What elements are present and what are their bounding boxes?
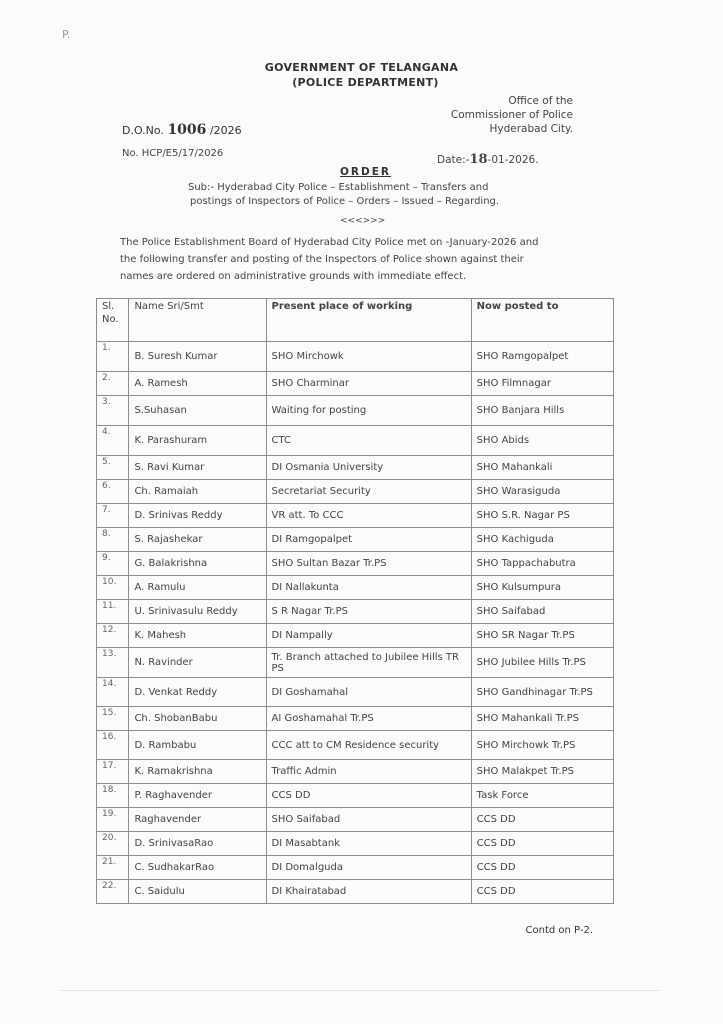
present-place-cell: DI Khairatabad [266, 880, 471, 904]
present-place-cell: DI Nallakunta [266, 576, 471, 600]
name-cell: C. Saidulu [129, 880, 266, 904]
present-place-cell: SHO Mirchowk [266, 342, 471, 372]
body-line-2: the following transfer and posting of the Inspectors of Police shown against their [120, 254, 524, 265]
name-cell: D. SrinivasaRao [129, 832, 266, 856]
posted-to-cell: SHO Ramgopalpet [471, 342, 613, 372]
table-body [97, 342, 614, 904]
posted-to-cell: SHO Tappachabutra [471, 552, 613, 576]
present-place-cell: CCC att to CM Residence security [266, 731, 471, 760]
present-place-cell: DI Goshamahal [266, 678, 471, 707]
present-place-cell: SHO Sultan Bazar Tr.PS [266, 552, 471, 576]
sl-cell: 4. [97, 426, 129, 456]
name-cell: U. Srinivasulu Reddy [129, 600, 266, 624]
header-present-place: Present place of working [266, 299, 471, 342]
name-cell: D. Srinivas Reddy [129, 504, 266, 528]
name-cell: B. Suresh Kumar [129, 342, 266, 372]
office-line-2: Commissioner of Police [450, 109, 573, 121]
present-place-cell: SHO Charminar [266, 372, 471, 396]
table-row [97, 576, 614, 600]
sl-cell: 7. [97, 504, 129, 528]
table-row [97, 504, 614, 528]
posted-to-cell: SHO Jubilee Hills Tr.PS [471, 648, 613, 678]
order-heading: ORDER [340, 166, 391, 178]
transfer-table [96, 298, 614, 904]
order-body [120, 234, 614, 285]
posted-to-cell: CCS DD [471, 856, 613, 880]
date-suffix: -01-2026. [487, 154, 539, 166]
name-cell: Raghavender [129, 808, 266, 832]
table-row [97, 342, 614, 372]
continued-note: Contd on P-2. [525, 925, 593, 936]
sl-cell: 16. [97, 731, 129, 760]
sl-cell: 15. [97, 707, 129, 731]
posted-to-cell: SHO S.R. Nagar PS [471, 504, 613, 528]
table-row [97, 396, 614, 426]
name-cell: S.Suhasan [129, 396, 266, 426]
posted-to-cell: SHO Saifabad [471, 600, 613, 624]
name-cell: A. Ramulu [129, 576, 266, 600]
present-place-cell: SHO Saifabad [266, 808, 471, 832]
table-row [97, 880, 614, 904]
sl-cell: 20. [97, 832, 129, 856]
present-place-cell: AI Goshamahal Tr.PS [266, 707, 471, 731]
sl-cell: 11. [97, 600, 129, 624]
do-number [122, 122, 242, 138]
margin-mark: P. [62, 28, 71, 41]
sl-cell: 12. [97, 624, 129, 648]
office-line-3: Hyderabad City. [489, 123, 573, 135]
page-edge-line [60, 990, 660, 991]
table-row [97, 760, 614, 784]
posted-to-cell: CCS DD [471, 880, 613, 904]
table-row [97, 426, 614, 456]
table-row [97, 456, 614, 480]
government-title: GOVERNMENT OF TELANGANA [264, 61, 459, 74]
sl-cell: 1. [97, 342, 129, 372]
name-cell: D. Venkat Reddy [129, 678, 266, 707]
name-cell: N. Ravinder [129, 648, 266, 678]
present-place-cell: Secretariat Security [266, 480, 471, 504]
posted-to-cell: SHO Banjara Hills [471, 396, 613, 426]
header-sl-no: Sl. No. [97, 299, 129, 342]
present-place-cell: DI Ramgopalpet [266, 528, 471, 552]
order-date [437, 152, 539, 167]
posted-to-cell: SHO Malakpet Tr.PS [471, 760, 613, 784]
name-cell: P. Raghavender [129, 784, 266, 808]
office-line-1: Office of the [508, 95, 573, 107]
sl-cell: 3. [97, 396, 129, 426]
sl-cell: 6. [97, 480, 129, 504]
posted-to-cell: SHO Warasiguda [471, 480, 613, 504]
subject-line-2: postings of Inspectors of Police – Orders – Issued – Regarding. [190, 196, 500, 207]
present-place-cell: VR att. To CCC [266, 504, 471, 528]
present-place-cell: S R Nagar Tr.PS [266, 600, 471, 624]
table-row [97, 856, 614, 880]
sl-cell: 21. [97, 856, 129, 880]
header-posted-to: Now posted to [471, 299, 613, 342]
do-number-prefix: D.O.No. [122, 124, 164, 137]
posted-to-cell: CCS DD [471, 808, 613, 832]
present-place-cell: DI Masabtank [266, 832, 471, 856]
posted-to-cell: SHO Kulsumpura [471, 576, 613, 600]
department-subtitle: (POLICE DEPARTMENT) [292, 76, 439, 89]
name-cell: C. SudhakarRao [129, 856, 266, 880]
do-number-handwritten: 1006 [167, 122, 207, 138]
present-place-cell: DI Osmania University [266, 456, 471, 480]
do-number-suffix: /2026 [209, 124, 242, 137]
date-prefix: Date:- [437, 154, 470, 166]
present-place-cell: DI Nampally [266, 624, 471, 648]
present-place-cell: DI Domalguda [266, 856, 471, 880]
sl-cell: 9. [97, 552, 129, 576]
name-cell: K. Mahesh [129, 624, 266, 648]
table-row [97, 528, 614, 552]
sl-cell: 13. [97, 648, 129, 678]
posted-to-cell: SHO Abids [471, 426, 613, 456]
posted-to-cell: CCS DD [471, 832, 613, 856]
table-row [97, 678, 614, 707]
present-place-cell: Waiting for posting [266, 396, 471, 426]
sl-cell: 18. [97, 784, 129, 808]
sl-cell: 22. [97, 880, 129, 904]
posted-to-cell: SHO Mahankali [471, 456, 613, 480]
table-row [97, 372, 614, 396]
sl-cell: 19. [97, 808, 129, 832]
separator: <<<>>> [340, 216, 386, 226]
sl-cell: 10. [97, 576, 129, 600]
posted-to-cell: SHO SR Nagar Tr.PS [471, 624, 613, 648]
table-row [97, 600, 614, 624]
posted-to-cell: SHO Filmnagar [471, 372, 613, 396]
table-row [97, 480, 614, 504]
table-row [97, 784, 614, 808]
posted-to-cell: SHO Gandhinagar Tr.PS [471, 678, 613, 707]
name-cell: K. Parashuram [129, 426, 266, 456]
sl-cell: 17. [97, 760, 129, 784]
body-line-3: names are ordered on administrative grounds with immediate effect. [120, 271, 467, 282]
name-cell: S. Rajashekar [129, 528, 266, 552]
name-cell: K. Ramakrishna [129, 760, 266, 784]
sl-cell: 14. [97, 678, 129, 707]
office-address [451, 94, 573, 136]
posted-to-cell: SHO Mirchowk Tr.PS [471, 731, 613, 760]
date-day-handwritten: 18 [469, 152, 488, 167]
name-cell: G. Balakrishna [129, 552, 266, 576]
name-cell: Ch. ShobanBabu [129, 707, 266, 731]
name-cell: D. Rambabu [129, 731, 266, 760]
subject-line-1: Sub:- Hyderabad City Police – Establishment – Transfers and [188, 182, 489, 193]
department-header [0, 60, 723, 90]
table-header-row [97, 299, 614, 342]
table-row [97, 707, 614, 731]
present-place-cell: CCS DD [266, 784, 471, 808]
header-name: Name Sri/Smt [129, 299, 266, 342]
posted-to-cell: SHO Kachiguda [471, 528, 613, 552]
table-row [97, 832, 614, 856]
name-cell: A. Ramesh [129, 372, 266, 396]
sl-cell: 2. [97, 372, 129, 396]
table-row [97, 624, 614, 648]
name-cell: Ch. Ramaiah [129, 480, 266, 504]
table-row [97, 648, 614, 678]
posted-to-cell: Task Force [471, 784, 613, 808]
sl-cell: 5. [97, 456, 129, 480]
table-row [97, 808, 614, 832]
table-row [97, 552, 614, 576]
table-row [97, 731, 614, 760]
present-place-cell: CTC [266, 426, 471, 456]
sl-cell: 8. [97, 528, 129, 552]
posted-to-cell: SHO Mahankali Tr.PS [471, 707, 613, 731]
present-place-cell: Tr. Branch attached to Jubilee Hills TR PS [266, 648, 471, 678]
name-cell: S. Ravi Kumar [129, 456, 266, 480]
body-line-1: The Police Establishment Board of Hyderabad City Police met on -January-2026 and [120, 237, 539, 248]
file-number: No. HCP/E5/17/2026 [122, 148, 224, 159]
subject-block [188, 181, 499, 209]
present-place-cell: Traffic Admin [266, 760, 471, 784]
